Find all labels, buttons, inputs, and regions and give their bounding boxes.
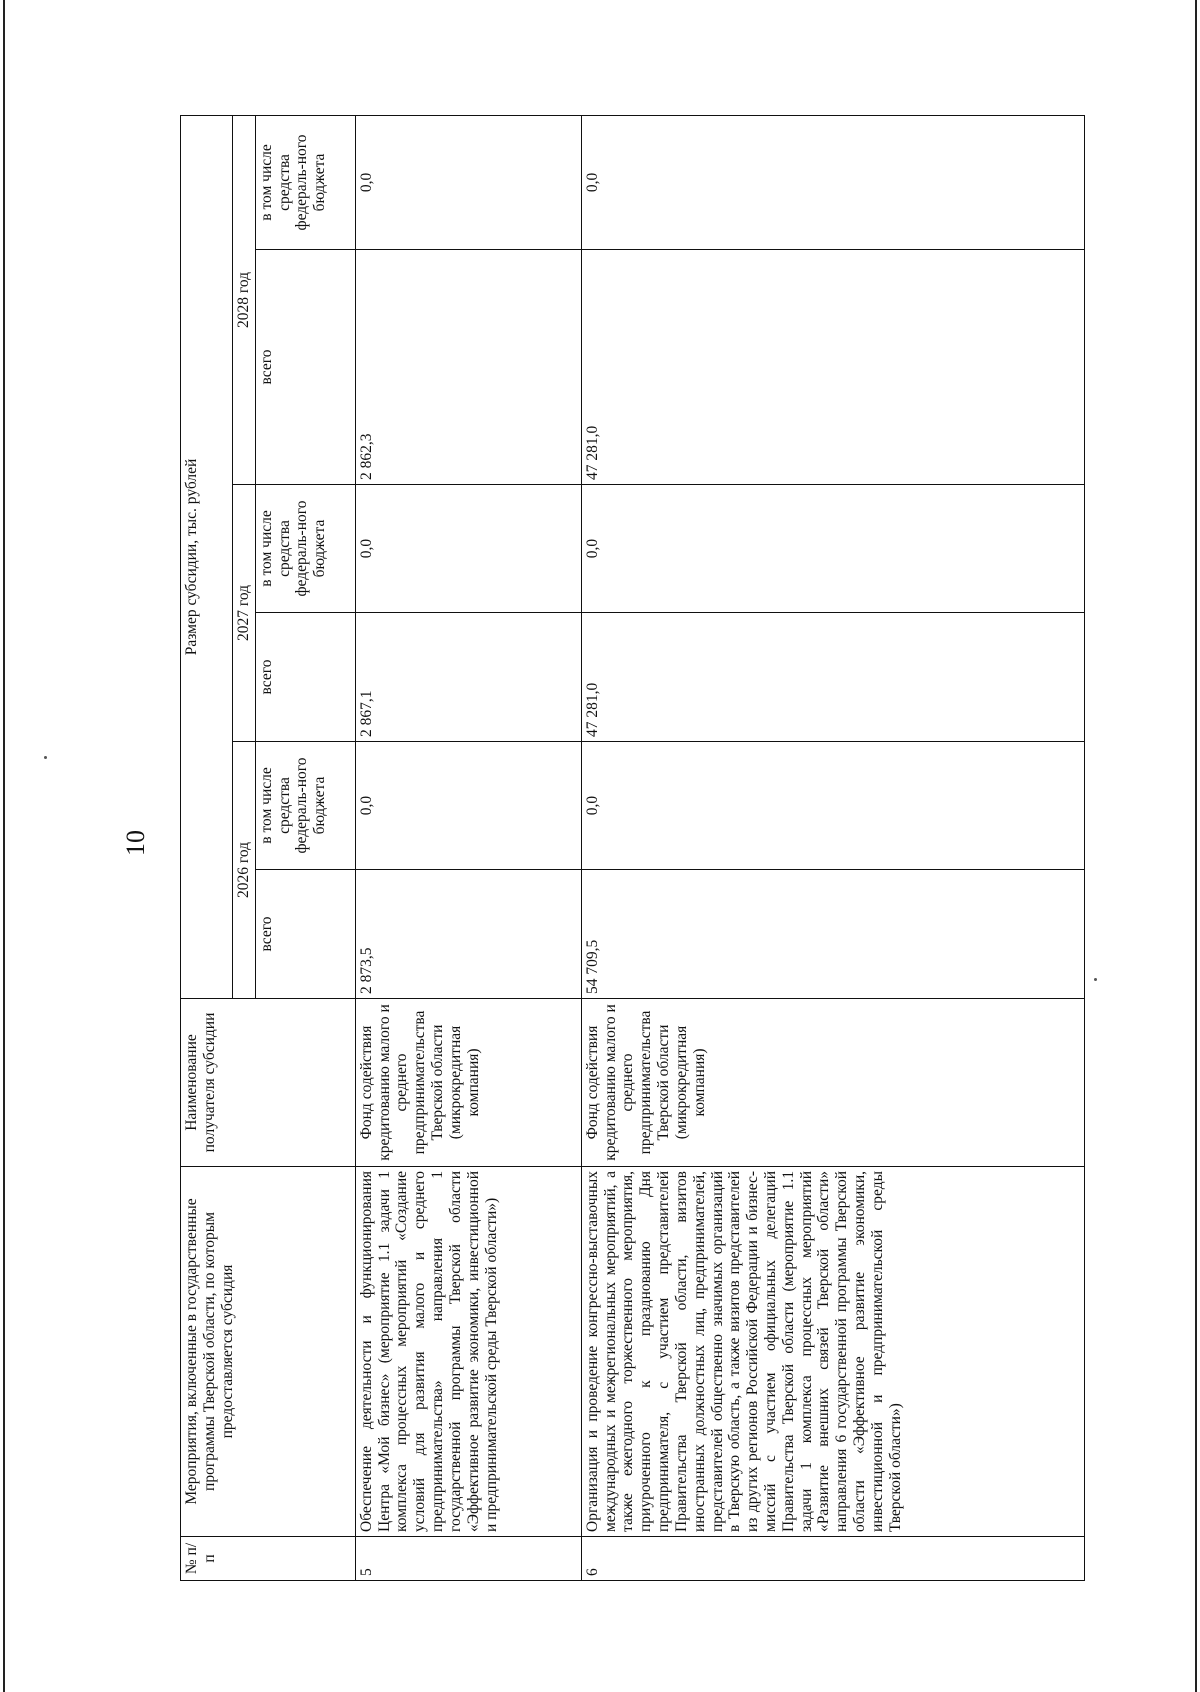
row-2027-federal: 0,0 — [581, 485, 1084, 613]
header-2027-federal: в том числе средства федераль-ного бюджета — [255, 485, 355, 613]
row-measure: Обеспечение деятельности и функционирования Центра «Мой бизнес» (мероприятие 1.1 задачи 1 комплекса процессных мероприятий «Создание условий для развития малого и среднего предпринимательства» направления 1 государственной программы Тверской области «Эффективное развитие экономики, инвестиционной и предпринимательской среды Тверской области») — [355, 1167, 581, 1537]
scan-edge-left — [3, 0, 5, 1692]
row-2028-total: 2 862,3 — [355, 250, 581, 485]
row-2026-federal: 0,0 — [355, 742, 581, 870]
row-2027-total: 47 281,0 — [581, 613, 1084, 742]
header-year-2028: 2028 год — [233, 115, 256, 484]
row-measure: Организация и проведение конгрессно-выставочных международных и межрегиональных мероприятий, а также ежегодного торжественного мероприятия, приуроченного к празднованию Дня предпринимателя, с участием представителей Правительства Тверской области, визитов иностранных должностных лиц, предпринимателей, представителей общественно значимых организаций в Тверскую область, а также визитов представителей из других регионов Российской Федерации и бизнес-миссий с участием официальных делегаций Правительства Тверской области (мероприятие 1.1 задачи 1 комплекса процессных мероприятий «Развитие внешних связей Тверской области» направления 6 государственной программы Тверской области «Эффективное развитие экономики, инвестиционной и предпринимательской среды Тверской области») — [581, 1167, 1084, 1537]
header-no: № п/п — [181, 1537, 356, 1581]
table-row — [355, 115, 581, 1580]
scan-speck — [1094, 978, 1097, 981]
page-number: 10 — [121, 830, 150, 856]
header-2026-total: всего — [255, 870, 355, 999]
row-2028-federal: 0,0 — [581, 115, 1084, 249]
row-2027-total: 2 867,1 — [355, 613, 581, 742]
subsidy-table — [180, 115, 1085, 1581]
header-2027-total: всего — [255, 613, 355, 742]
row-2028-federal: 0,0 — [355, 115, 581, 249]
row-recipient: Фонд содействия кредитованию малого и среднего предпринимательства Тверской области (микрокредитная компания) — [581, 999, 1084, 1167]
header-row-1 — [181, 115, 233, 1580]
scan-edge-right — [1195, 0, 1197, 1692]
row-2026-total: 2 873,5 — [355, 870, 581, 999]
row-no: 6 — [581, 1537, 1084, 1581]
table-row — [581, 115, 1084, 1580]
row-no: 5 — [355, 1537, 581, 1581]
header-2026-federal: в том числе средства федераль-ного бюджета — [255, 742, 355, 870]
header-subsidy: Размер субсидии, тыс. рублей — [181, 115, 233, 998]
header-year-2027: 2027 год — [233, 485, 256, 742]
rotated-table-wrapper — [180, 116, 1085, 1581]
row-2026-federal: 0,0 — [581, 742, 1084, 870]
header-2028-total: всего — [255, 250, 355, 485]
header-year-2026: 2026 год — [233, 742, 256, 999]
header-measure: Мероприятия, включенные в государственные программы Тверской области, по которым предоставляется субсидия — [181, 1167, 356, 1537]
scan-speck — [44, 756, 47, 759]
row-2027-federal: 0,0 — [355, 485, 581, 613]
row-2028-total: 47 281,0 — [581, 250, 1084, 485]
header-recipient: Наименование получателя субсидии — [181, 999, 356, 1167]
row-2026-total: 54 709,5 — [581, 870, 1084, 999]
row-recipient: Фонд содействия кредитованию малого и среднего предпринимательства Тверской области (микрокредитная компания) — [355, 999, 581, 1167]
header-2028-federal: в том числе средства федераль-ного бюджета — [255, 115, 355, 249]
